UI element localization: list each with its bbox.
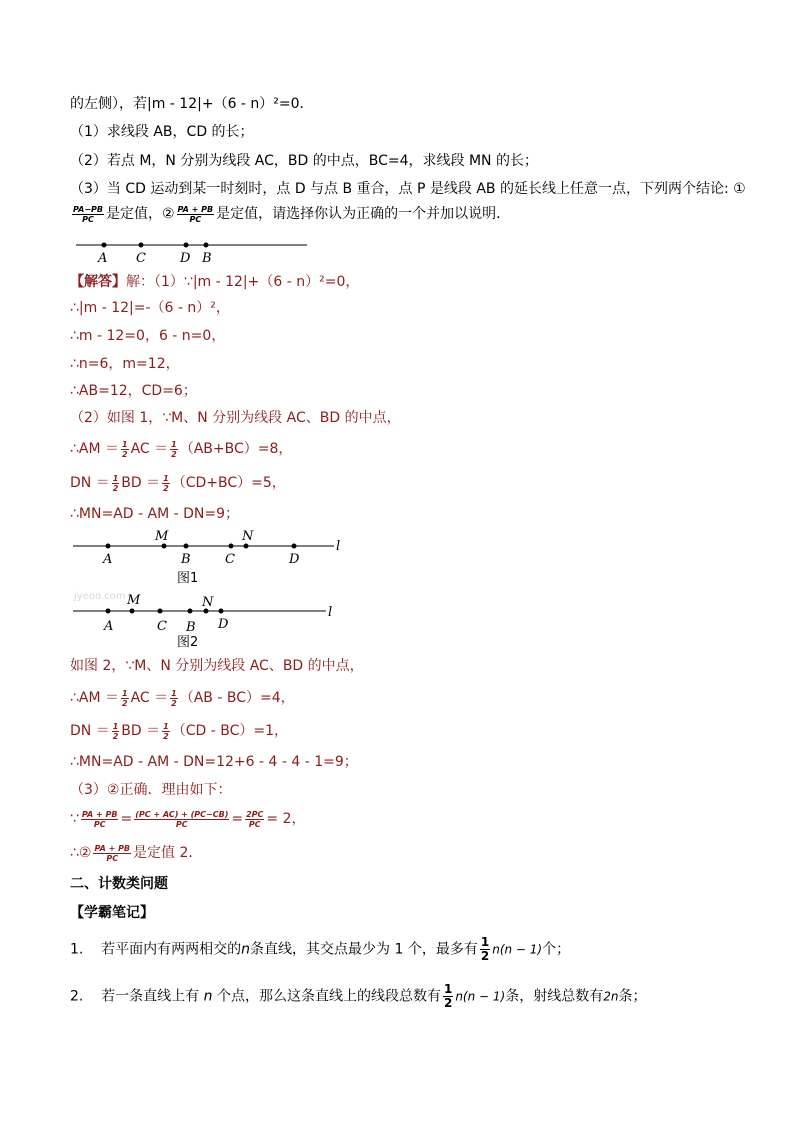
notes-title: 【学霸笔记】 (70, 905, 154, 921)
fraction-pa-plus-pb: $\frac{PA + PB}{PC}$ (81, 809, 118, 829)
half-fraction: $\frac{1}{2}$ (122, 688, 128, 708)
figure-1 (73, 529, 340, 586)
fig2-caption: 图2 (177, 635, 199, 650)
fig2-label-b: B (186, 620, 196, 635)
question-3-line1: （3）当 CD 运动到某一时刻时，点 D 与点 B 重合，点 P 是线段 AB 的延长线上任意一点，下列两个结论: ① (70, 181, 746, 197)
fig1-label-n: N (242, 529, 254, 544)
solution-line-13: ∴MN=AD - AM - DN=12+6 - 4 - 4 - 1=9； (70, 754, 358, 770)
fig2-label-d: D (218, 617, 229, 632)
fig1-label-l: l (336, 539, 341, 554)
half-fraction: $\frac{1}{2}$ (171, 688, 177, 708)
fig2-point-m (130, 609, 135, 614)
fig1-point-b (184, 544, 189, 549)
section-heading: 二、计数类问题 (70, 876, 168, 892)
solution-line-6: （2）如图 1，∵M、N 分别为线段 AC、BD 的中点， (70, 410, 401, 426)
question-2: （2）若点 M，N 分别为线段 AC，BD 的中点，BC=4，求线段 MN 的长； (70, 153, 538, 169)
half-fraction: $\frac{1}{2}$ (171, 439, 177, 459)
fig2-label-c: C (157, 619, 167, 634)
fig2-label-a: A (104, 619, 114, 634)
fig1-label-c: C (225, 552, 235, 567)
half-fraction: $\frac{1}{2}$ (122, 439, 128, 459)
solution-line-1: 【解答】解：（1）∵|m - 12|+（6 - n）²=0， (70, 274, 360, 290)
fig0-label-d: D (180, 251, 191, 266)
figure-0 (76, 243, 307, 267)
half-fraction: $\frac{1}{2}$ (163, 721, 169, 741)
fig0-label-c: C (136, 251, 146, 266)
half-fraction: $\frac{1}{2}$ (163, 473, 169, 493)
solution-line-2: ∴|m - 12|=-（6 - n）²， (70, 300, 230, 316)
solution-tag: 【解答】 (70, 274, 126, 290)
fig2-point-b (188, 609, 193, 614)
fig0-point-b (204, 243, 209, 248)
watermark-text: jyeoo.com (74, 591, 126, 602)
fraction-pa-plus-pb: $\frac{PA + PB}{PC}$ (94, 843, 131, 863)
fig2-label-l: l (328, 605, 333, 620)
fig2-point-d (219, 609, 224, 614)
half-fraction: $\frac{1}{2}$ (112, 721, 119, 741)
intro-line: 的左侧），若|m - 12|+（6 - n）²=0． (70, 96, 314, 112)
solution-line-3: ∴m - 12=0，6 - n=0， (70, 328, 226, 344)
solution-line-4: ∴n=6，m=12， (70, 356, 180, 372)
fig1-point-a (106, 544, 111, 549)
figure-2 (73, 591, 332, 650)
fraction-pa-plus-pb: $\frac{PA + PB}{PC}$ (177, 204, 214, 224)
fig1-caption: 图1 (177, 571, 199, 586)
question-1: （1）求线段 AB，CD 的长； (70, 124, 254, 140)
fig1-point-d (292, 544, 297, 549)
fig2-point-a (106, 609, 111, 614)
half-fraction: $\frac{1}{2}$ (112, 473, 119, 493)
solution-line-11: ∴AM ＝ $\frac{1}{2}$ AC ＝ $\frac{1}{2}$ （AB - BC）=4， (70, 688, 295, 708)
fig0-point-a (102, 243, 107, 248)
solution-line-12: DN ＝ $\frac{1}{2}$ BD ＝ $\frac{1}{2}$ （CD - BC）=1， (70, 721, 288, 741)
fig1-point-c (229, 544, 234, 549)
solution-line-5: ∴AB=12，CD=6； (70, 383, 197, 399)
fig1-point-m (162, 544, 167, 549)
solution-line-14: （3）②正确．理由如下： (70, 782, 232, 798)
note-1-number: 1. (70, 941, 84, 958)
solution-line-9: ∴MN=AD - AM - DN=9； (70, 506, 239, 522)
fig1-label-m: M (155, 529, 169, 544)
note-2-number: 2. (70, 988, 84, 1005)
half-fraction-large: $\frac{1}{2}$ (443, 982, 453, 1010)
fig2-point-c (158, 609, 163, 614)
solution-line-15: ∵ $\frac{PA + PB}{PC}$ = $\frac{(PC + AC) + (PC-CB)}{PC}$ = $\frac{2PC}{PC}$ = 2， (70, 809, 306, 829)
fig0-point-d (184, 243, 189, 248)
fig1-point-n (244, 544, 249, 549)
note-1: 1. 若平面内有两两相交的n条直线，其交点最少为 1 个，最多有 $\frac{1}{2}$ n(n − 1)个； (70, 935, 571, 963)
fig0-point-c (139, 243, 144, 248)
solution-line-10: 如图 2，∵M、N 分别为线段 AC、BD 的中点， (70, 658, 364, 674)
fraction-2pc: $\frac{2PC}{PC}$ (246, 809, 264, 829)
fig0-label-b: B (202, 251, 212, 266)
fig0-label-a: A (98, 251, 108, 266)
solution-line-7: ∴AM ＝ $\frac{1}{2}$ AC ＝ $\frac{1}{2}$ （AB+BC）=8， (70, 439, 293, 459)
fraction-pa-minus-pb: $\frac{PA-PB}{PC}$ (73, 204, 103, 224)
fig1-label-d: D (289, 552, 300, 567)
fig2-label-m: M (127, 593, 141, 608)
note-2: 2. 若一条直线上有 n 个点，那么这条直线上的线段总数有 $\frac{1}{2}$ n(n − 1)条，射线总数有2n条； (70, 982, 647, 1010)
solution-line-16: ∴② $\frac{PA + PB}{PC}$ 是定值 2． (70, 843, 203, 863)
question-3-line2: $\frac{PA-PB}{PC}$ 是定值，② $\frac{PA + PB}{PC}$ 是定值，请选择你认为正确的一个并加以说明． (73, 204, 511, 224)
fraction-expanded: $\frac{(PC + AC) + (PC-CB)}{PC}$ (135, 809, 229, 829)
half-fraction-large: $\frac{1}{2}$ (480, 935, 490, 963)
fig1-label-b: B (181, 552, 191, 567)
solution-line-8: DN ＝ $\frac{1}{2}$ BD ＝ $\frac{1}{2}$ （CD+BC）=5， (70, 473, 286, 493)
fig2-label-n: N (202, 595, 214, 610)
fig1-label-a: A (103, 552, 113, 567)
